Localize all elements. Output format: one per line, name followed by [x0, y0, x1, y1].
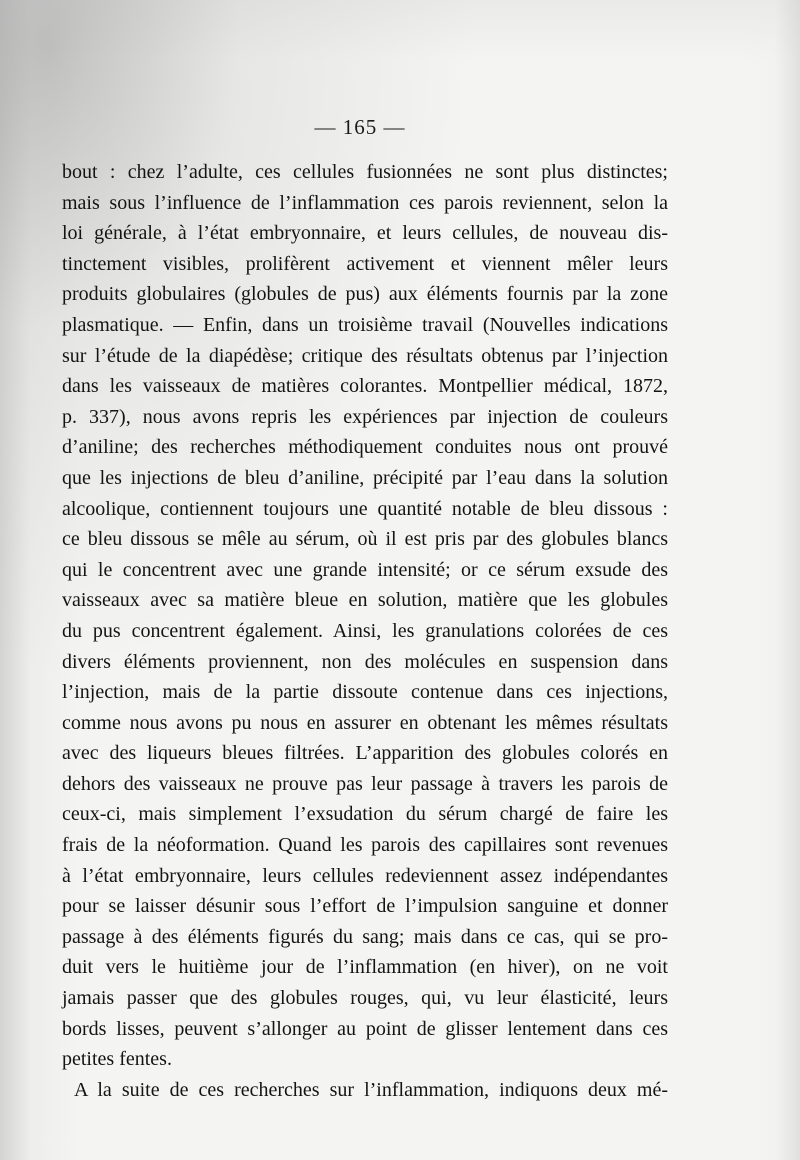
text-line: frais de la néoformation. Quand les parois des capillaires sont revenues [62, 834, 668, 857]
text-line: avec des liqueurs bleues filtrées. L’apparition des globules colorés en [62, 742, 668, 765]
text-line: sur l’étude de la diapédèse; critique des résultats obtenus par l’injection [62, 344, 668, 367]
text-line: produits globulaires (globules de pus) aux éléments fournis par la zone [62, 283, 668, 306]
text-line: qui le concentrent avec une grande intensité; or ce sérum exsude des [62, 558, 668, 581]
page-number: — 165 — [314, 115, 406, 139]
text-line: ce bleu dissous se mêle au sérum, où il est pris par des globules blancs [62, 528, 668, 551]
body-text [62, 157, 668, 1105]
text-line: pour se laisser désunir sous l’effort de l’impulsion sanguine et donner [62, 895, 668, 918]
text-line: dans les vaisseaux de matières colorantes. Montpellier médical, 1872, [62, 375, 668, 398]
text-line: plasmatique. — Enfin, dans un troisième travail (Nouvelles indications [62, 313, 668, 336]
text-line: ceux-ci, mais simplement l’exsudation du sérum chargé de faire les [62, 803, 668, 826]
text-line: vaisseaux avec sa matière bleue en solution, matière que les globules [62, 589, 668, 612]
text-line: du pus concentrent également. Ainsi, les granulations colorées de ces [62, 619, 668, 642]
text-line: jamais passer que des globules rouges, qui, vu leur élasticité, leurs [62, 987, 668, 1010]
text-line: duit vers le huitième jour de l’inflammation (en hiver), on ne voit [62, 956, 668, 979]
text-line: dehors des vaisseaux ne prouve pas leur passage à travers les parois de [62, 772, 668, 795]
text-line: divers éléments proviennent, non des molécules en suspension dans [62, 650, 668, 673]
text-line: alcoolique, contiennent toujours une quantité notable de bleu dissous : [62, 497, 668, 520]
text-line: à l’état embryonnaire, leurs cellules redeviennent assez indépendantes [62, 864, 668, 887]
text-line: loi générale, à l’état embryonnaire, et leurs cellules, de nouveau dis- [62, 222, 668, 245]
text-line: mais sous l’influence de l’inflammation ces parois reviennent, selon la [62, 191, 668, 214]
text-line: A la suite de ces recherches sur l’inflammation, indiquons deux mé- [74, 1078, 668, 1101]
text-line: bout : chez l’adulte, ces cellules fusionnées ne sont plus distinctes; [62, 161, 668, 183]
text-line: passage à des éléments figurés du sang; mais dans ce cas, qui se pro- [62, 925, 668, 948]
text-line: bords lisses, peuvent s’allonger au point de glisser lentement dans ces [62, 1017, 668, 1040]
text-line: comme nous avons pu nous en assurer en obtenant les mêmes résultats [62, 711, 668, 734]
text-line: d’aniline; des recherches méthodiquement conduites nous ont prouvé [62, 436, 668, 459]
text-line: p. 337), nous avons repris les expériences par injection de couleurs [62, 405, 668, 428]
text-line: petites fentes. [62, 1048, 172, 1071]
text-line: que les injections de bleu d’aniline, précipité par l’eau dans la solution [62, 466, 668, 489]
text-line: l’injection, mais de la partie dissoute contenue dans ces injections, [62, 681, 668, 704]
text-line: tinctement visibles, prolifèrent activement et viennent mêler leurs [62, 252, 668, 275]
